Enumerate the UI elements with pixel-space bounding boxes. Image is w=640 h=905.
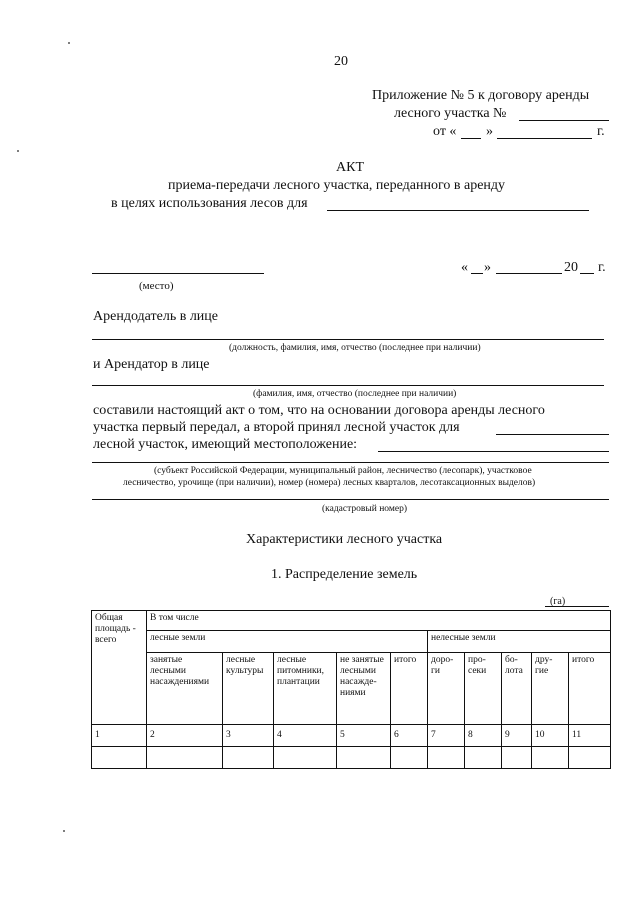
body-line-2: участка первый передал, а второй принял лесной участок для: [93, 420, 460, 435]
subheader-roads: доро-ги: [428, 653, 465, 725]
subheader-forest-crops: лесные культуры: [223, 653, 274, 725]
subheader-unstocked: не занятые лесными насажде-ниями: [337, 653, 391, 725]
appendix-quote-close: »: [486, 124, 493, 139]
body-line-1: составили настоящий акт о том, что на основании договора аренды лесного: [93, 403, 545, 418]
use-purpose-blank: [496, 434, 609, 435]
purpose-blank: [327, 210, 589, 211]
lessor-label: Арендодатель в лице: [93, 309, 219, 324]
cadastral-caption: (кадастровый номер): [322, 504, 408, 514]
document-title: АКТ: [336, 160, 364, 175]
subheader-stocked: занятые лесными насаждениями: [147, 653, 223, 725]
contract-month-blank: [497, 138, 592, 139]
appendix-year-label: г.: [597, 124, 605, 139]
subheader-other: дру-гие: [532, 653, 569, 725]
date-day-blank: [471, 273, 483, 274]
subheader-forest-total: итого: [391, 653, 428, 725]
date-close-quote: »: [484, 260, 491, 275]
location-blank: [378, 451, 609, 452]
lessee-blank: [92, 385, 604, 386]
lessee-caption: (фамилия, имя, отчество (последнее при наличии): [253, 389, 457, 399]
column-number: 7: [428, 725, 465, 747]
header-including: В том числе: [147, 611, 611, 631]
header-nonforest-lands: нелесные земли: [428, 631, 611, 653]
column-number: 1: [92, 725, 147, 747]
appendix-line-1: Приложение № 5 к договору аренды: [372, 88, 590, 103]
column-number: 10: [532, 725, 569, 747]
subheader-nurseries: лесные питомники, плантации: [274, 653, 337, 725]
document-subtitle: приема-передачи лесного участка, переданного в аренду: [168, 178, 506, 193]
header-total-area: Общая площадь - всего: [92, 611, 147, 725]
column-number: 4: [274, 725, 337, 747]
column-number: 9: [502, 725, 532, 747]
appendix-from-label: от «: [433, 124, 457, 139]
scan-speck: [63, 830, 65, 832]
lessee-label: и Арендатор в лице: [93, 357, 210, 372]
subheader-swamps: бо-лота: [502, 653, 532, 725]
date-year-prefix: 20: [564, 260, 578, 275]
scan-speck: [17, 150, 19, 152]
column-number: 5: [337, 725, 391, 747]
date-year-suffix: г.: [598, 260, 606, 275]
scan-speck: [68, 42, 70, 44]
place-blank: [92, 273, 264, 274]
appendix-line-2: лесного участка №: [394, 106, 507, 121]
column-number: 8: [465, 725, 502, 747]
column-number: 6: [391, 725, 428, 747]
subsection-title: 1. Распределение земель: [271, 567, 418, 582]
unit-label: (га): [550, 596, 566, 607]
column-number: 3: [223, 725, 274, 747]
place-caption: (место): [139, 280, 174, 292]
unit-underline: [545, 606, 609, 607]
location-blank-2: [92, 462, 609, 463]
empty-data-row: [92, 747, 611, 769]
cadastral-blank: [92, 499, 609, 500]
contract-number-blank: [519, 120, 609, 121]
subheader-clearings: про-секи: [465, 653, 502, 725]
date-year-blank: [580, 273, 594, 274]
header-forest-lands: лесные земли: [147, 631, 428, 653]
body-line-3: лесной участок, имеющий местоположение:: [93, 437, 358, 452]
contract-day-blank: [461, 138, 481, 139]
date-open-quote: «: [461, 260, 468, 275]
document-purpose: в целях использования лесов для: [111, 196, 308, 211]
page-number: 20: [334, 54, 348, 69]
subheader-nonforest-total: итого: [569, 653, 611, 725]
location-caption-2: лесничество, урочище (при наличии), номер (номера) лесных кварталов, лесотаксационных выделов): [123, 478, 536, 488]
column-number: 2: [147, 725, 223, 747]
section-title: Характеристики лесного участка: [246, 532, 443, 547]
land-distribution-table: [91, 610, 611, 769]
lessor-blank: [92, 339, 604, 340]
lessor-caption: (должность, фамилия, имя, отчество (последнее при наличии): [229, 343, 481, 353]
location-caption-1: (субъект Российской Федерации, муниципальный район, лесничество (лесопарк), участковое: [154, 466, 532, 476]
date-month-blank: [496, 273, 562, 274]
column-number: 11: [569, 725, 611, 747]
